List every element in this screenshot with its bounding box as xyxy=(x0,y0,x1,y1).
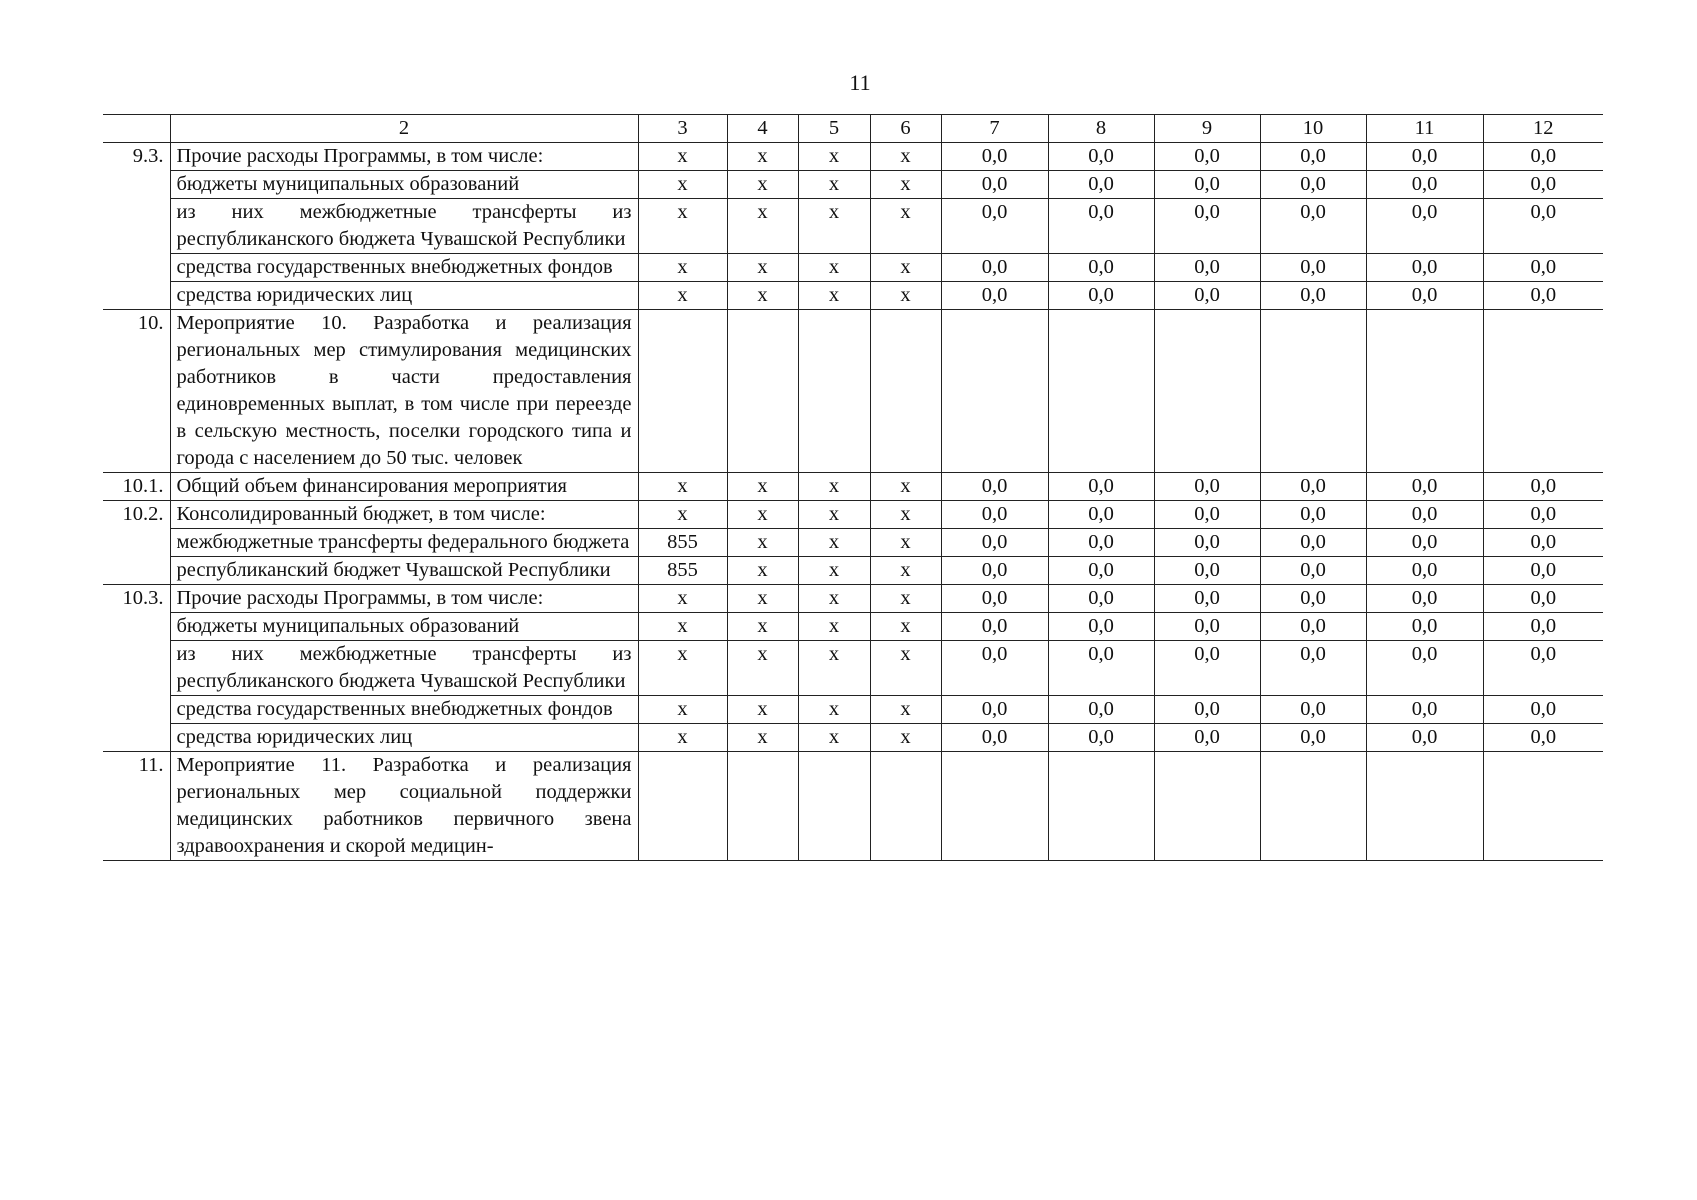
value-cell-col-4: х xyxy=(727,529,798,557)
value-cell-col-10: 0,0 xyxy=(1260,473,1366,501)
value-cell-col-7: 0,0 xyxy=(941,529,1048,557)
value-cell-col-3: х xyxy=(638,501,727,529)
value-cell-col-11: 0,0 xyxy=(1366,585,1483,613)
value-cell-col-8: 0,0 xyxy=(1048,641,1154,696)
value-cell-col-3 xyxy=(638,752,727,861)
value-cell-col-11: 0,0 xyxy=(1366,171,1483,199)
value-cell-col-6: х xyxy=(870,473,941,501)
value-cell-col-6: х xyxy=(870,724,941,752)
value-cell-col-5 xyxy=(798,310,870,473)
value-cell-col-3: х xyxy=(638,724,727,752)
page-number: 11 xyxy=(849,70,871,95)
row-description: Прочие расходы Программы, в том числе: xyxy=(170,143,638,171)
value-cell-col-8: 0,0 xyxy=(1048,171,1154,199)
value-cell-col-3: х xyxy=(638,641,727,696)
column-number-cell: 2 xyxy=(170,115,638,143)
value-cell-col-11 xyxy=(1366,310,1483,473)
value-cell-col-3: х xyxy=(638,199,727,254)
value-cell-col-7: 0,0 xyxy=(941,724,1048,752)
table-row xyxy=(103,199,1603,254)
value-cell-col-3: х xyxy=(638,696,727,724)
value-cell-col-3: х xyxy=(638,171,727,199)
value-cell-col-7: 0,0 xyxy=(941,282,1048,310)
column-number-cell: 6 xyxy=(870,115,941,143)
row-description: Мероприятие 11. Разработка и реализация региональных мер социальной поддержки медицинских работников первичного звена здравоохранения и скорой медицин- xyxy=(170,752,638,861)
value-cell-col-11: 0,0 xyxy=(1366,641,1483,696)
value-cell-col-9: 0,0 xyxy=(1154,724,1260,752)
column-number-cell: 10 xyxy=(1260,115,1366,143)
value-cell-col-3: х xyxy=(638,143,727,171)
value-cell-col-4: х xyxy=(727,557,798,585)
value-cell-col-5: х xyxy=(798,724,870,752)
value-cell-col-4: х xyxy=(727,199,798,254)
table-row xyxy=(103,282,1603,310)
table-row xyxy=(103,171,1603,199)
value-cell-col-11: 0,0 xyxy=(1366,282,1483,310)
value-cell-col-5: х xyxy=(798,613,870,641)
value-cell-col-10: 0,0 xyxy=(1260,585,1366,613)
value-cell-col-9: 0,0 xyxy=(1154,557,1260,585)
value-cell-col-10: 0,0 xyxy=(1260,171,1366,199)
budget-table xyxy=(103,114,1603,861)
table-row xyxy=(103,557,1603,585)
value-cell-col-12: 0,0 xyxy=(1483,501,1603,529)
value-cell-col-5: х xyxy=(798,557,870,585)
value-cell-col-4: х xyxy=(727,473,798,501)
value-cell-col-5: х xyxy=(798,696,870,724)
value-cell-col-8: 0,0 xyxy=(1048,613,1154,641)
value-cell-col-6 xyxy=(870,752,941,861)
value-cell-col-10: 0,0 xyxy=(1260,254,1366,282)
value-cell-col-9: 0,0 xyxy=(1154,199,1260,254)
value-cell-col-7: 0,0 xyxy=(941,254,1048,282)
value-cell-col-11 xyxy=(1366,752,1483,861)
value-cell-col-7: 0,0 xyxy=(941,557,1048,585)
value-cell-col-7: 0,0 xyxy=(941,143,1048,171)
value-cell-col-12 xyxy=(1483,310,1603,473)
value-cell-col-11: 0,0 xyxy=(1366,613,1483,641)
value-cell-col-9: 0,0 xyxy=(1154,696,1260,724)
value-cell-col-10: 0,0 xyxy=(1260,529,1366,557)
value-cell-col-11: 0,0 xyxy=(1366,557,1483,585)
value-cell-col-11: 0,0 xyxy=(1366,143,1483,171)
row-description: бюджеты муниципальных образований xyxy=(170,613,638,641)
value-cell-col-8: 0,0 xyxy=(1048,473,1154,501)
value-cell-col-12: 0,0 xyxy=(1483,143,1603,171)
value-cell-col-3: 855 xyxy=(638,529,727,557)
row-number: 9.3. xyxy=(103,143,170,310)
value-cell-col-9: 0,0 xyxy=(1154,585,1260,613)
row-number: 10.2. xyxy=(103,501,170,585)
value-cell-col-6: х xyxy=(870,282,941,310)
table-row xyxy=(103,613,1603,641)
value-cell-col-11: 0,0 xyxy=(1366,501,1483,529)
value-cell-col-6: х xyxy=(870,171,941,199)
value-cell-col-10: 0,0 xyxy=(1260,199,1366,254)
value-cell-col-4: х xyxy=(727,696,798,724)
value-cell-col-12: 0,0 xyxy=(1483,696,1603,724)
value-cell-col-11: 0,0 xyxy=(1366,199,1483,254)
table-row xyxy=(103,752,1603,861)
value-cell-col-7: 0,0 xyxy=(941,641,1048,696)
column-number-cell: 3 xyxy=(638,115,727,143)
value-cell-col-8: 0,0 xyxy=(1048,585,1154,613)
row-description: средства юридических лиц xyxy=(170,724,638,752)
table-row xyxy=(103,473,1603,501)
value-cell-col-5: х xyxy=(798,143,870,171)
value-cell-col-5: х xyxy=(798,282,870,310)
value-cell-col-12: 0,0 xyxy=(1483,473,1603,501)
table-row xyxy=(103,254,1603,282)
value-cell-col-4: х xyxy=(727,282,798,310)
value-cell-col-7 xyxy=(941,310,1048,473)
value-cell-col-8: 0,0 xyxy=(1048,696,1154,724)
value-cell-col-3: х xyxy=(638,473,727,501)
row-description: бюджеты муниципальных образований xyxy=(170,171,638,199)
value-cell-col-3: х xyxy=(638,254,727,282)
value-cell-col-6: х xyxy=(870,557,941,585)
value-cell-col-7: 0,0 xyxy=(941,473,1048,501)
value-cell-col-3: 855 xyxy=(638,557,727,585)
value-cell-col-6: х xyxy=(870,613,941,641)
value-cell-col-10: 0,0 xyxy=(1260,613,1366,641)
value-cell-col-4: х xyxy=(727,254,798,282)
value-cell-col-8: 0,0 xyxy=(1048,143,1154,171)
value-cell-col-9: 0,0 xyxy=(1154,143,1260,171)
value-cell-col-5 xyxy=(798,752,870,861)
row-description: Мероприятие 10. Разработка и реализация региональных мер стимулирования медицинских работников в части предоставления единовременных выплат, в том числе при переезде в сельскую местность, поселки городского типа и города с населением до 50 тыс. человек xyxy=(170,310,638,473)
value-cell-col-7: 0,0 xyxy=(941,585,1048,613)
value-cell-col-10 xyxy=(1260,752,1366,861)
value-cell-col-4: х xyxy=(727,641,798,696)
row-number: 10.3. xyxy=(103,585,170,752)
value-cell-col-12: 0,0 xyxy=(1483,613,1603,641)
value-cell-col-10: 0,0 xyxy=(1260,557,1366,585)
value-cell-col-6: х xyxy=(870,641,941,696)
row-description: Общий объем финансирования мероприятия xyxy=(170,473,638,501)
column-number-row xyxy=(103,115,1603,143)
value-cell-col-7: 0,0 xyxy=(941,613,1048,641)
value-cell-col-8: 0,0 xyxy=(1048,199,1154,254)
value-cell-col-11: 0,0 xyxy=(1366,696,1483,724)
row-description: Консолидированный бюджет, в том числе: xyxy=(170,501,638,529)
value-cell-col-9 xyxy=(1154,310,1260,473)
row-description: средства юридических лиц xyxy=(170,282,638,310)
row-number: 11. xyxy=(103,752,170,861)
value-cell-col-7 xyxy=(941,752,1048,861)
value-cell-col-12: 0,0 xyxy=(1483,557,1603,585)
table-row xyxy=(103,529,1603,557)
value-cell-col-3 xyxy=(638,310,727,473)
value-cell-col-7: 0,0 xyxy=(941,696,1048,724)
value-cell-col-6: х xyxy=(870,585,941,613)
value-cell-col-12: 0,0 xyxy=(1483,641,1603,696)
value-cell-col-12 xyxy=(1483,752,1603,861)
value-cell-col-3: х xyxy=(638,282,727,310)
value-cell-col-10: 0,0 xyxy=(1260,282,1366,310)
value-cell-col-4: х xyxy=(727,171,798,199)
value-cell-col-11: 0,0 xyxy=(1366,724,1483,752)
row-number: 10.1. xyxy=(103,473,170,501)
value-cell-col-4: х xyxy=(727,613,798,641)
value-cell-col-9: 0,0 xyxy=(1154,282,1260,310)
value-cell-col-12: 0,0 xyxy=(1483,254,1603,282)
value-cell-col-4: х xyxy=(727,143,798,171)
table-row xyxy=(103,724,1603,752)
value-cell-col-12: 0,0 xyxy=(1483,585,1603,613)
value-cell-col-10 xyxy=(1260,310,1366,473)
value-cell-col-4: х xyxy=(727,724,798,752)
value-cell-col-4: х xyxy=(727,501,798,529)
value-cell-col-5: х xyxy=(798,585,870,613)
column-number-cell: 7 xyxy=(941,115,1048,143)
value-cell-col-4 xyxy=(727,752,798,861)
value-cell-col-10: 0,0 xyxy=(1260,696,1366,724)
column-number-cell: 9 xyxy=(1154,115,1260,143)
table-row xyxy=(103,501,1603,529)
column-number-cell: 12 xyxy=(1483,115,1603,143)
row-description: из них межбюджетные трансферты из республиканского бюджета Чувашской Республики xyxy=(170,199,638,254)
value-cell-col-12: 0,0 xyxy=(1483,282,1603,310)
value-cell-col-8: 0,0 xyxy=(1048,254,1154,282)
value-cell-col-8: 0,0 xyxy=(1048,557,1154,585)
value-cell-col-5: х xyxy=(798,254,870,282)
value-cell-col-8: 0,0 xyxy=(1048,724,1154,752)
value-cell-col-9: 0,0 xyxy=(1154,641,1260,696)
value-cell-col-10: 0,0 xyxy=(1260,143,1366,171)
value-cell-col-8 xyxy=(1048,752,1154,861)
value-cell-col-4: х xyxy=(727,585,798,613)
column-number-cell: 8 xyxy=(1048,115,1154,143)
value-cell-col-12: 0,0 xyxy=(1483,724,1603,752)
value-cell-col-5: х xyxy=(798,501,870,529)
value-cell-col-9: 0,0 xyxy=(1154,501,1260,529)
column-number-cell xyxy=(103,115,170,143)
table-row xyxy=(103,143,1603,171)
value-cell-col-9: 0,0 xyxy=(1154,473,1260,501)
row-description: Прочие расходы Программы, в том числе: xyxy=(170,585,638,613)
value-cell-col-6: х xyxy=(870,696,941,724)
table-body xyxy=(103,115,1603,861)
table-row xyxy=(103,696,1603,724)
value-cell-col-8: 0,0 xyxy=(1048,501,1154,529)
value-cell-col-7: 0,0 xyxy=(941,501,1048,529)
value-cell-col-3: х xyxy=(638,613,727,641)
row-description: республиканский бюджет Чувашской Республики xyxy=(170,557,638,585)
value-cell-col-10: 0,0 xyxy=(1260,724,1366,752)
value-cell-col-12: 0,0 xyxy=(1483,529,1603,557)
value-cell-col-6: х xyxy=(870,529,941,557)
table-row xyxy=(103,641,1603,696)
value-cell-col-9: 0,0 xyxy=(1154,171,1260,199)
value-cell-col-7: 0,0 xyxy=(941,199,1048,254)
value-cell-col-9 xyxy=(1154,752,1260,861)
column-number-cell: 5 xyxy=(798,115,870,143)
value-cell-col-6: х xyxy=(870,199,941,254)
row-number: 10. xyxy=(103,310,170,473)
value-cell-col-6: х xyxy=(870,501,941,529)
value-cell-col-7: 0,0 xyxy=(941,171,1048,199)
value-cell-col-6: х xyxy=(870,254,941,282)
row-description: межбюджетные трансферты федерального бюджета xyxy=(170,529,638,557)
value-cell-col-9: 0,0 xyxy=(1154,613,1260,641)
row-description: средства государственных внебюджетных фондов xyxy=(170,696,638,724)
value-cell-col-6: х xyxy=(870,143,941,171)
value-cell-col-11: 0,0 xyxy=(1366,473,1483,501)
column-number-cell: 11 xyxy=(1366,115,1483,143)
value-cell-col-5: х xyxy=(798,171,870,199)
value-cell-col-3: х xyxy=(638,585,727,613)
value-cell-col-10: 0,0 xyxy=(1260,501,1366,529)
value-cell-col-5: х xyxy=(798,199,870,254)
value-cell-col-8 xyxy=(1048,310,1154,473)
row-description: из них межбюджетные трансферты из республиканского бюджета Чувашской Республики xyxy=(170,641,638,696)
value-cell-col-11: 0,0 xyxy=(1366,254,1483,282)
value-cell-col-9: 0,0 xyxy=(1154,529,1260,557)
value-cell-col-9: 0,0 xyxy=(1154,254,1260,282)
value-cell-col-6 xyxy=(870,310,941,473)
value-cell-col-8: 0,0 xyxy=(1048,282,1154,310)
value-cell-col-12: 0,0 xyxy=(1483,199,1603,254)
value-cell-col-4 xyxy=(727,310,798,473)
value-cell-col-5: х xyxy=(798,529,870,557)
value-cell-col-8: 0,0 xyxy=(1048,529,1154,557)
value-cell-col-5: х xyxy=(798,473,870,501)
value-cell-col-11: 0,0 xyxy=(1366,529,1483,557)
column-number-cell: 4 xyxy=(727,115,798,143)
value-cell-col-10: 0,0 xyxy=(1260,641,1366,696)
table-row xyxy=(103,310,1603,473)
value-cell-col-5: х xyxy=(798,641,870,696)
value-cell-col-12: 0,0 xyxy=(1483,171,1603,199)
table-row xyxy=(103,585,1603,613)
row-description: средства государственных внебюджетных фондов xyxy=(170,254,638,282)
